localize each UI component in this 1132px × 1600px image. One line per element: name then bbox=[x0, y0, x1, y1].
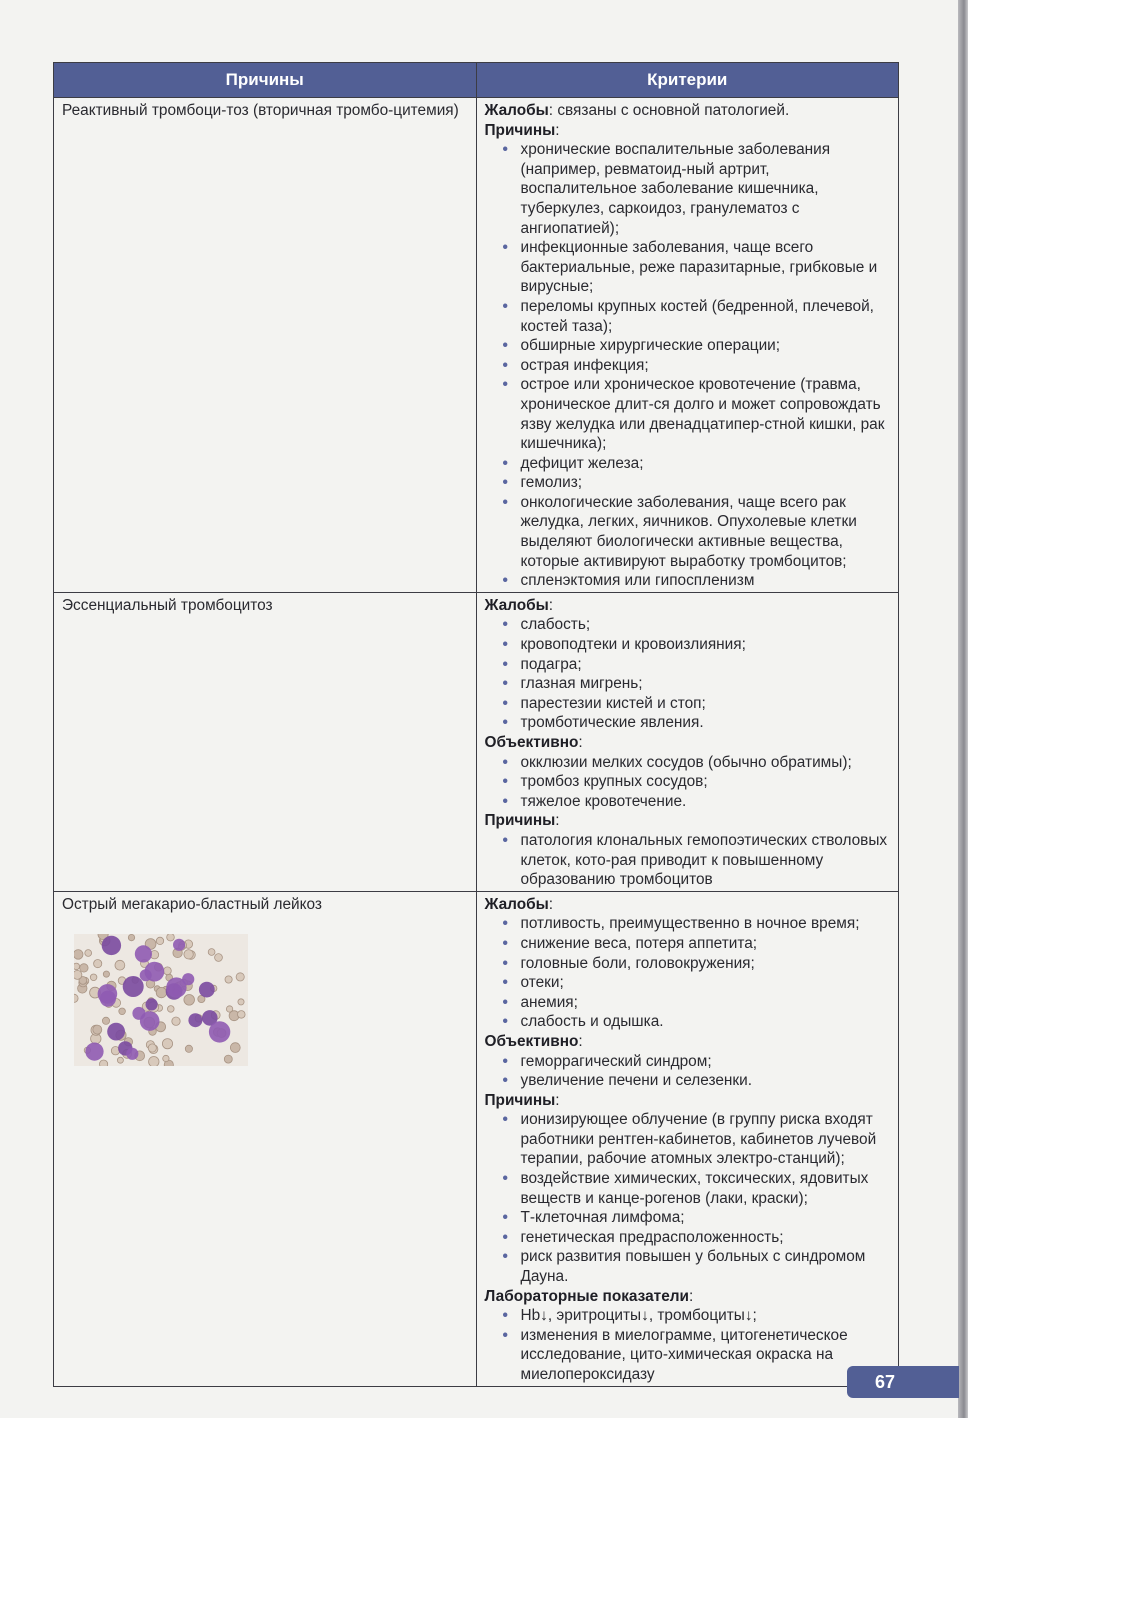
criteria-list bbox=[485, 753, 891, 812]
section-label: Жалобы bbox=[484, 895, 549, 913]
list-item: • тромбоз крупных сосудов; bbox=[485, 772, 891, 792]
table-row bbox=[54, 592, 899, 891]
table-row bbox=[54, 891, 899, 1386]
list-item: • головные боли, головокружения; bbox=[485, 954, 891, 974]
section-label: Объективно bbox=[484, 734, 579, 751]
criteria-list bbox=[485, 831, 891, 890]
list-item: • парестезии кистей и стоп; bbox=[485, 694, 891, 714]
section-text: : bbox=[548, 895, 554, 913]
criteria-cell bbox=[476, 891, 899, 1386]
blood-smear-micrograph bbox=[62, 934, 468, 1066]
list-item: • онкологические заболевания, чаще всего рак желудка, легких, яичников. Опухолевые клетки выделяют биологически активные вещества, которые активируют выработку тромбоцитов; bbox=[485, 493, 891, 571]
list-item: • обширные хирургические операции; bbox=[485, 336, 891, 356]
criteria-cell bbox=[476, 592, 899, 891]
cause-cell bbox=[54, 592, 477, 891]
criteria-list bbox=[485, 615, 891, 733]
list-item: • воздействие химических, токсических, ядовитых веществ и канце-рогенов (лаки, краски); bbox=[485, 1169, 891, 1208]
criteria-cell bbox=[476, 98, 899, 593]
section-text: : bbox=[548, 596, 554, 614]
criteria-section bbox=[485, 1287, 891, 1307]
cause-cell bbox=[54, 98, 477, 593]
section-label: Жалобы bbox=[484, 596, 549, 614]
cause-text: Реактивный тромбоци-тоз (вторичная тромбо-цитемия) bbox=[62, 102, 459, 119]
criteria-list bbox=[485, 1110, 891, 1286]
criteria-section bbox=[485, 733, 891, 753]
list-item: • спленэктомия или гипоспленизм bbox=[485, 571, 891, 591]
section-text: : bbox=[578, 734, 583, 751]
criteria-section bbox=[485, 101, 891, 121]
criteria-section bbox=[485, 1032, 891, 1052]
criteria-section bbox=[485, 121, 891, 141]
list-item: • Hb↓, эритроциты↓, тромбоциты↓; bbox=[485, 1306, 891, 1326]
criteria-list bbox=[485, 914, 891, 1032]
list-item: • геморрагический синдром; bbox=[485, 1052, 891, 1072]
list-item: • анемия; bbox=[485, 993, 891, 1013]
list-item: • отеки; bbox=[485, 973, 891, 993]
list-item: • тяжелое кровотечение. bbox=[485, 792, 891, 812]
table-row bbox=[54, 98, 899, 593]
section-text: : bbox=[555, 121, 560, 139]
section-label: Причины bbox=[484, 121, 556, 139]
list-item: • кровоподтеки и кровоизлияния; bbox=[485, 635, 891, 655]
list-item: • острая инфекция; bbox=[485, 356, 891, 376]
criteria-section bbox=[485, 596, 891, 616]
criteria-table bbox=[53, 62, 899, 1387]
list-item: • инфекционные заболевания, чаще всего бактериальные, реже паразитарные, грибковые и вирусные; bbox=[485, 238, 891, 297]
list-item: • потливость, преимущественно в ночное время; bbox=[485, 914, 891, 934]
list-item: • глазная мигрень; bbox=[485, 674, 891, 694]
list-item: • тромботические явления. bbox=[485, 713, 891, 733]
criteria-list bbox=[485, 1306, 891, 1384]
section-text: : bbox=[555, 1091, 560, 1109]
list-item: • Т-клеточная лимфома; bbox=[485, 1208, 891, 1228]
section-label: Причины bbox=[484, 812, 556, 830]
table-header-row bbox=[54, 63, 899, 98]
list-item: • дефицит железа; bbox=[485, 454, 891, 474]
list-item: • риск развития повышен у больных с синдромом Дауна. bbox=[485, 1247, 891, 1286]
section-label: Объективно bbox=[484, 1032, 579, 1050]
list-item: • патология клональных гемопоэтических стволовых клеток, кото-рая приводит к повышенному образованию тромбоцитов bbox=[485, 831, 891, 890]
section-label: Жалобы bbox=[484, 102, 549, 119]
list-item: • переломы крупных костей (бедренной, плечевой, костей таза); bbox=[485, 297, 891, 336]
book-spine bbox=[958, 0, 968, 1418]
criteria-section bbox=[485, 895, 891, 915]
list-item: • окклюзии мелких сосудов (обычно обратимы); bbox=[485, 753, 891, 773]
criteria-list bbox=[485, 1052, 891, 1091]
header-causes: Причины bbox=[54, 63, 477, 98]
list-item: • слабость и одышка. bbox=[485, 1012, 891, 1032]
list-item: • изменения в миелограмме, цитогенетическое исследование, цито-химическая окраска на миелопероксидазу bbox=[485, 1326, 891, 1385]
criteria-section bbox=[485, 811, 891, 831]
list-item: • ионизирующее облучение (в группу риска входят работники рентген-кабинетов, кабинетов лучевой терапии, рабочие атомных электро-станций); bbox=[485, 1110, 891, 1169]
header-criteria: Критерии bbox=[476, 63, 899, 98]
list-item: • увеличение печени и селезенки. bbox=[485, 1071, 891, 1091]
page-number: 67 bbox=[847, 1366, 959, 1398]
list-item: • снижение веса, потеря аппетита; bbox=[485, 934, 891, 954]
table-body bbox=[54, 98, 899, 1387]
section-label: Лабораторные показатели bbox=[484, 1287, 690, 1305]
section-label: Причины bbox=[484, 1091, 556, 1109]
cause-text: Острый мегакарио-бластный лейкоз bbox=[62, 895, 322, 913]
section-text: : bbox=[689, 1287, 694, 1305]
criteria-list bbox=[485, 140, 891, 591]
cause-cell bbox=[54, 891, 477, 1386]
section-text: : связаны с основной патологией. bbox=[548, 102, 790, 119]
list-item: • генетическая предрасположенность; bbox=[485, 1228, 891, 1248]
cause-text: Эссенциальный тромбоцитоз bbox=[62, 596, 273, 614]
list-item: • гемолиз; bbox=[485, 473, 891, 493]
section-text: : bbox=[555, 812, 560, 830]
list-item: • подагра; bbox=[485, 655, 891, 675]
criteria-section bbox=[485, 1091, 891, 1111]
list-item: • слабость; bbox=[485, 615, 891, 635]
section-text: : bbox=[578, 1032, 583, 1050]
list-item: • острое или хроническое кровотечение (травма, хроническое длит-ся долго и может сопровождать язву желудка или двенадцатипер-стной кишки, рак кишечника); bbox=[485, 375, 891, 453]
list-item: • хронические воспалительные заболевания (например, ревматоид-ный артрит, воспалительное заболевание кишечника, туберкулез, саркоидоз, гранулематоз с ангиопатией); bbox=[485, 140, 891, 238]
